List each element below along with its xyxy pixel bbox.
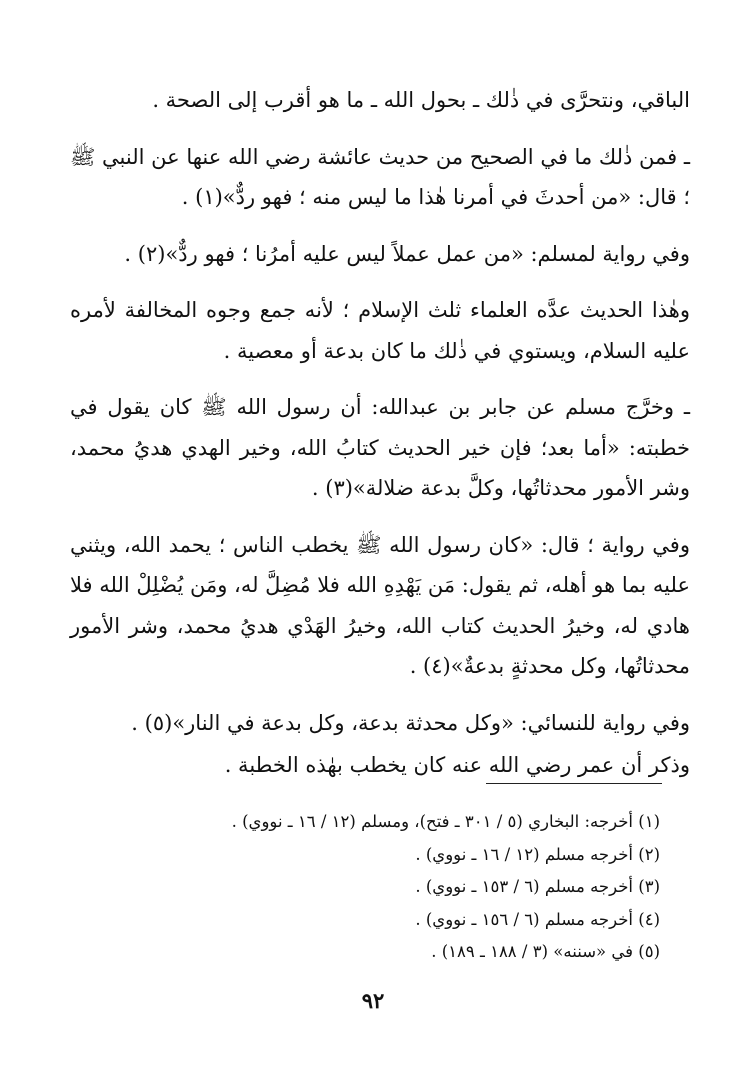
paragraph: وفي رواية لمسلم: «من عمل عملاً ليس عليه أمرُنا ؛ فهو ردٌّ»(٢) . (124, 241, 690, 266)
footnote-divider (486, 783, 662, 784)
paragraph: وهٰذا الحديث عدَّه العلماء ثلث الإسلام ؛ لأنه جمع وجوه المخالفة لأمره عليه السلام، ويستوي في ذٰلك ما كان بدعة أو معصية . (70, 298, 690, 363)
paragraph: وفي رواية ؛ قال: «كان رسول الله ﷺ يخطب الناس ؛ يحمد الله، ويثني عليه بما هو أهله، ثم يقول: مَن يَهْدِهِ الله فلا مُضِلَّ له، ومَن يُضْلِلْ الله فلا هادي له، وخيرُ الحديث كتاب الله، وخيرُ الهَدْي هديُ محمد، وشر الأمور محدثاتُها، وكل محدثةٍ بدعةٌ»(٤) . (70, 532, 690, 678)
main-text (70, 80, 690, 802)
footnote: (٣) أخرجه مسلم (٦ / ١٥٣ ـ نووي) . (415, 877, 660, 896)
paragraph: ـ فمن ذٰلك ما في الصحيح من حديث عائشة رضي الله عنها عن النبي ﷺ ؛ قال: «من أحدثَ في أمرنا هٰذا ما ليس منه ؛ فهو ردٌّ»(١) . (70, 144, 690, 209)
paragraph: وفي رواية للنسائي: «وكل محدثة بدعة، وكل بدعة في النار»(٥) . (131, 710, 690, 735)
footnote: (١) أخرجه: البخاري (٥ / ٣٠١ ـ فتح)، ومسلم (١٢ / ١٦ ـ نووي) . (231, 812, 660, 831)
footnote: (٤) أخرجه مسلم (٦ / ١٥٦ ـ نووي) . (415, 909, 660, 929)
paragraph: ـ وخرَّج مسلم عن جابر بن عبدالله: أن رسول الله ﷺ كان يقول في خطبته: «أما بعد؛ فإن خير الحديث كتابُ الله، وخير الهدي هديُ محمد، وشر الأمور محدثاتُها، وكلَّ بدعة ضلالة»(٣) . (70, 395, 690, 500)
footnotes (70, 806, 660, 969)
footnote: (٢) أخرجه مسلم (١٢ / ١٦ ـ نووي) . (415, 844, 660, 864)
paragraph: الباقي، ونتحرَّى في ذٰلك ـ بحول الله ـ ما هو أقرب إلى الصحة . (152, 88, 690, 112)
footnote: (٥) في «سننه» (٣ / ١٨٨ ـ ١٨٩) . (431, 942, 660, 961)
page-number: ٩٢ (361, 988, 385, 1013)
paragraph: وذكر أن عمر رضي الله عنه كان يخطب بهٰذه الخطبة . (224, 753, 690, 777)
